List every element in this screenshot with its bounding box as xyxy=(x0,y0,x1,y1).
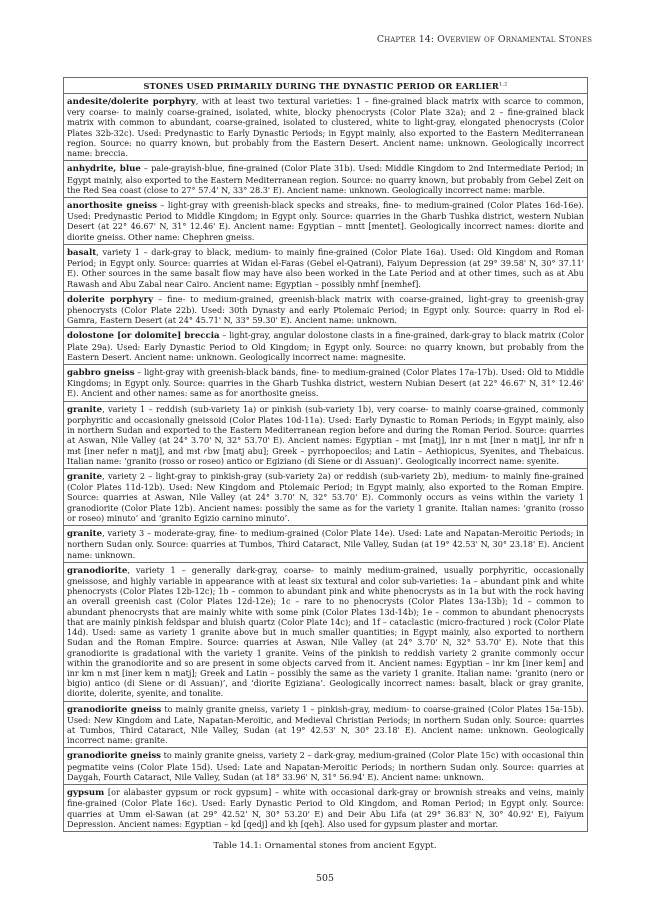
table-caption: Table 14.1: Ornamental stones from ancient Egypt. xyxy=(213,841,437,851)
stone-description: , variety 1 – generally dark-gray, coarse- to mainly medium-grained, usually porphyritic, occasionally gneissose, and highly variable in appearance with at least six textural and color sub-varieties: 1a – abundant pink and white phenocrysts (Color Plates 12b-12c); 1b – common to abundant pink and white phenocrysts as in 1a but with the rock having an overall greenish cast (Color Plates 12d-12e); 1c – rare to no phenocrysts (Color Plates 13a-13b); 1d – common to abundant phenocrysts that are mainly white with some pink (Color Plates 13d-14b); 1e – common to abundant phenocrysts that are mainly pinkish feldspar and bluish quartz (Color Plate 14c); and 1f – cataclastic (micro-fractured ) rock (Color Plate 14d). Used: same as variety 1 granite above but in much smaller quantities; in Egypt mainly, also exported to northern Sudan and the Roman Empire. Source: quarries at Aswan, Nile Valley (at 24° 3.70' N, 32° 53.70' E). Note that this granodiorite is gradational with the variety 1 granite. Veins of the pinkish to reddish variety 2 granite commonly occur within the granodiorite and so are present in some objects carved from it. Ancient names: Egyptian – inr km [iner kem] and inr km n mꜣt [iner kem n matj]; Greek and Latin – possibly the same as the variety 1 granite. Italian name: ‘granito (nero or bigio) antico (di Siene or di Assuan)’, and ‘diorite Egiziana’. Geologically incorrect names: basalt, black or gray granite, diorite, dolerite, syenite, and tonalite. xyxy=(67,564,584,699)
table-row xyxy=(64,748,587,785)
stones-table xyxy=(63,77,588,832)
stone-name: basalt xyxy=(67,247,97,258)
table-row xyxy=(64,402,587,469)
stone-name: anorthosite gneiss xyxy=(67,200,158,211)
stone-name: granodiorite xyxy=(67,565,128,576)
table-row xyxy=(64,292,587,329)
stone-name: granite xyxy=(67,472,103,482)
stone-name: dolostone [or dolomite] breccia xyxy=(67,331,220,342)
stone-description: , variety 3 – moderate-gray, fine- to medium-grained (Color Plate 14e). Used: Late and Napatan-Meroitic Periods; in northern Sudan only. Source: quarries at Tumbos, Third Cataract, Nile Valley, Sudan (at 19° 42.53' N, 30° 23.18' E). Ancient name: unknown. xyxy=(67,528,584,560)
chapter-title: 14: Overview of Ornamental Stones xyxy=(418,34,592,45)
stone-description: [or alabaster gypsum or rock gypsum] – white with occasional dark-gray or brownish streaks and veins, mainly fine-grained (Color Plate 16c). Used: Early Dynastic Period to Old Kingdom, and Roman Period; in Egypt only. Source: quarries at Umm el-Sawan (at 29° 42.52' N, 30° 53.20' E) and Deir Abu Lifa (at 29° 36.83' N, 30° 40.92' E), Faiyum Depression. Ancient names: Egyptian – ḳd [qedj] and ḳḥ [qeh]. Also used for gypsum plaster and mortar. xyxy=(67,787,584,829)
stone-description: to mainly granite gneiss, variety 2 – dark-gray, medium-grained (Color Plate 15c) with occasional thin pegmatite veins (Color Plate 15d). Used: Late and Napatan-Meroitic Periods; in northern Sudan only. Source: quarries at Daygah, Fourth Cataract, Nile Valley, Sudan (at 18° 33.96' N, 31° 56.94' E). Ancient name: unknown. xyxy=(67,750,584,782)
stone-description: , with at least two textural varieties: 1 – fine-grained black matrix with scarce to common, very coarse- to mainly coarse-grained, isolated, white, blocky phenocrysts (Color Plate 32a); and 2 – fine-grained black matrix with common to abundant, coarse-grained, isolated to clustered, white to light-gray, elongated phenocrysts (Color Plates 32b-32c). Used: Predynastic to Early Dynastic Periods; in Egypt mainly, also exported to the Eastern Mediterranean region. Source: no quarry known, but probably from the Eastern Desert. Ancient name: unknown. Geologically incorrect name: breccia. xyxy=(67,96,584,159)
stone-description: – light-gray with greenish-black bands, fine- to medium-grained (Color Plates 17a-17b). Used: Old to Middle Kingdoms; in Egypt only. Source: quarries in the Gharb Tushka district, western Nubian Desert (at 22° 46.67' N, 31° 12.46' E). Ancient and other names: same as for anorthosite gneiss. xyxy=(67,367,584,399)
stone-description: , variety 1 – dark-gray to black, medium- to mainly fine-grained (Color Plate 16a). Used: Old Kingdom and Roman Period; in Egypt only. Source: quarries at Widan el-Faras (Gebel el-Qatrani), Faiyum Depression (at 29° 39.58' N, 30° 37.11' E). Other sources in the same basalt flow may have also been worked in the Late Period and at other times, such as at Abu Rawash and Abu Zabal near Cairo. Ancient name: Egyptian – possibly nmhf [nemhef]. xyxy=(67,246,584,289)
stone-name: gabbro gneiss xyxy=(67,368,135,379)
stone-name: gypsum xyxy=(67,788,105,799)
table-title-text: STONES USED PRIMARILY DURING THE DYNASTIC PERIOD OR EARLIER xyxy=(143,81,499,91)
table-row xyxy=(64,94,587,161)
page-number: 505 xyxy=(316,873,334,884)
stone-description: – light-gray with greenish-black specks and streaks, fine- to medium-grained (Color Plates 16d-16e). Used: Predynastic Period to Middle Kingdom; in Egypt only. Source: quarries in the Gharb Tushka district, western Nubian Desert (at 22° 46.67' N, 31° 12.46' E). Ancient name: Egyptian – mntt [mentet]. Geologically incorrect names: diorite and diorite gneiss. Other name: Chephren gneiss. xyxy=(67,199,584,242)
stone-description: – fine- to medium-grained, greenish-black matrix with coarse-grained, light-gray to greenish-gray phenocrysts (Color Plate 22b). Used: 30th Dynasty and early Ptolemaic Period; in Egypt only. Source: quarry in Rod el-Gamra, Eastern Desert (at 24° 45.71' N, 33° 59.30' E). Ancient name: unknown. xyxy=(67,293,584,326)
stone-description: – pale-grayish-blue, fine-grained (Color Plate 31b). Used: Middle Kingdom to 2nd Intermediate Period; in Egypt mainly, also exported to the Eastern Mediterranean region. Source: no quarry known, but probably from Gebel Zeit on the Red Sea coast (close to 27° 57.4' N, 33° 28.3' E). Ancient name: unknown. Geologically incorrect name: marble. xyxy=(67,163,584,195)
stone-name: andesite/dolerite porphyry xyxy=(67,97,196,107)
table-title-footnote: 1,2 xyxy=(498,81,508,88)
table-row xyxy=(64,469,587,526)
chapter-word: Chapter xyxy=(376,34,416,45)
stone-name: granodiorite gneiss xyxy=(67,704,162,715)
table-row xyxy=(64,198,587,245)
table-title xyxy=(64,78,587,94)
table-row xyxy=(64,702,587,749)
table-row xyxy=(64,328,587,365)
table-entries xyxy=(64,94,587,831)
table-row xyxy=(64,785,587,831)
table-row xyxy=(64,526,587,563)
stone-name: granodiorite gneiss xyxy=(67,751,162,762)
table-row xyxy=(64,245,587,292)
stone-description: , variety 1 – reddish (sub-variety 1a) or pinkish (sub-variety 1b), very coarse- to mainly coarse-grained, commonly porphyritic and occasionally gneissoid (Color Plates 10d-11a). Used: Early Dynastic to Roman Periods; in Egypt mainly, also in northern Sudan and exported to the Eastern Mediterranean region before and during the Roman Period. Source: quarries at Aswan, Nile Valley (at 24° 3.70' N, 32° 53.70' E). Ancient names: Egyptian – mꜣt [matj], inr n mꜣt [iner n matj], inr nfr n mꜣt [iner nefer n matj], and mꜣt ꜥbw [matj abu]; Greek – pyrrhopoecilos; and Latin – Aethiopicus, Syenites, and Thebaicus. Italian name: ‘granito (rosso or roseo) antico or Egiziano (di Siene or di Assuan)’. Geologically incorrect name: syenite. xyxy=(67,403,584,466)
table-row xyxy=(64,563,587,702)
table-row xyxy=(64,161,587,198)
table-row xyxy=(64,365,587,402)
stone-name: dolerite porphyry xyxy=(67,294,154,305)
stone-description: , variety 2 – light-gray to pinkish-gray (sub-variety 2a) or reddish (sub-variety 2b), medium- to mainly fine-grained (Color Plates 11d-12b). Used: New Kingdom and Ptolemaic Period; in Egypt mainly, also exported to the Roman Empire. Source: quarries at Aswan, Nile Valley (at 24° 3.70' N, 32° 53.70' E). Commonly occurs as veins within the variety 1 granodiorite (Color Plate 12b). Ancient names: possibly the same as for the variety 1 granite. Italian names: ‘granito (rosso or roseo) minuto’ and ‘granito Egizio carnino minuto’. xyxy=(67,471,584,523)
stone-description: – light-gray, angular dolostone clasts in a fine-grained, dark-gray to black matrix (Color Plate 29a). Used: Early Dynastic Period to Old Kingdom; in Egypt only. Source: no quarry known, but probably from the Eastern Desert. Ancient name: unknown. Geologically incorrect name: magnesite. xyxy=(67,330,584,362)
running-header xyxy=(377,34,592,45)
stone-description: to mainly granite gneiss, variety 1 – pinkish-gray, medium- to coarse-grained (Color Plates 15a-15b). Used: New Kingdom and Late, Napatan-Meroitic, and Medieval Christian Periods; in northern Sudan only. Source: quarries at Tumbos, Third Cataract, Nile Valley, Sudan (at 19° 42.53' N, 30° 23.18' E). Ancient name: unknown. Geologically incorrect name: granite. xyxy=(67,703,584,746)
stone-name: granite xyxy=(67,404,103,415)
stone-name: anhydrite, blue xyxy=(67,164,141,175)
stone-name: granite xyxy=(67,529,103,540)
